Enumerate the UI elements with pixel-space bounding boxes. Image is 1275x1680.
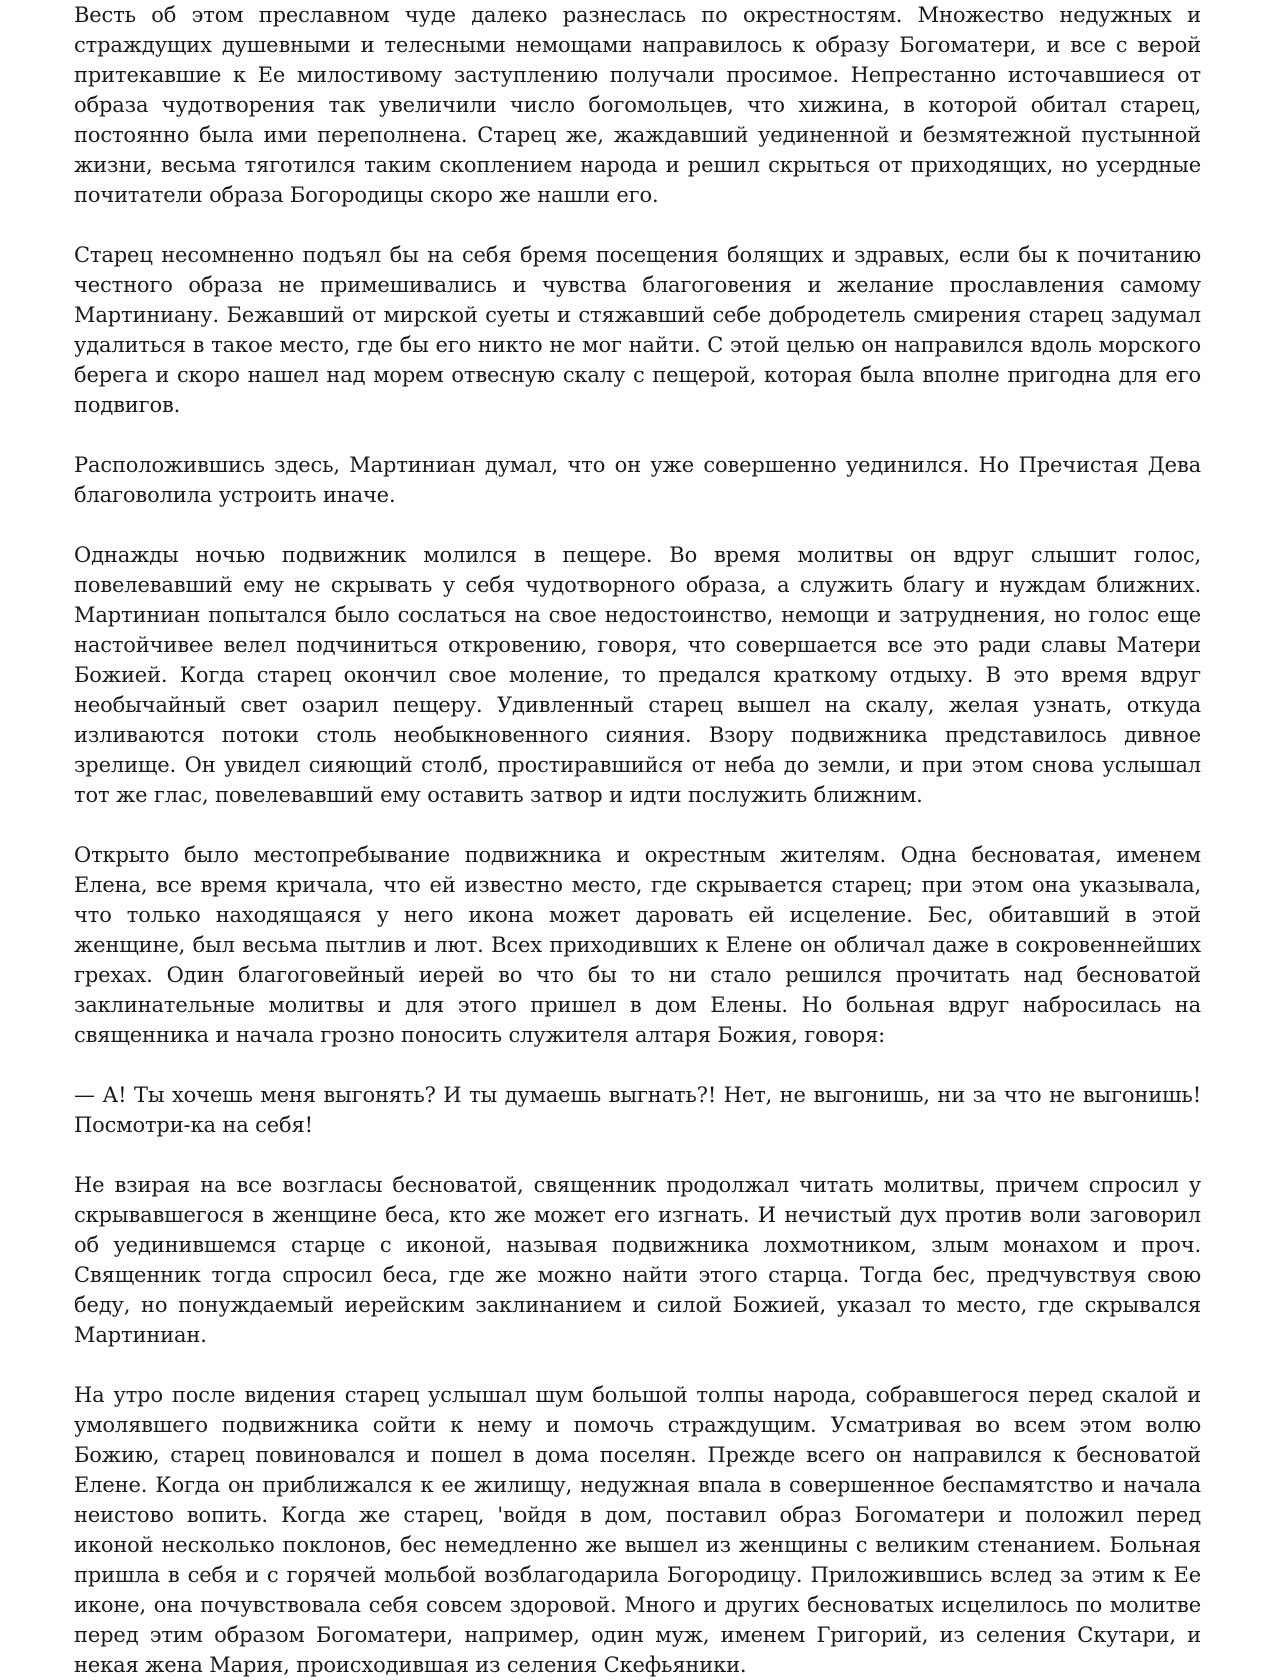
paragraph-6: — А! Ты хочешь меня выгонять? И ты думаешь выгнать?! Нет, не выгонишь, ни за что не выгонишь! Посмотри-ка на себя! [74,1083,1201,1137]
paragraph-3: Расположившись здесь, Мартиниан думал, что он уже совершенно уединился. Но Пречистая Дева благоволила устроить иначе. [74,453,1201,507]
paragraph-1: Весть об этом преславном чуде далеко разнеслась по окрестностям. Множество недужных и страждущих душевными и телесными немощами направилось к образу Богоматери, и все с верой притекавшие к Ее милостивому заступлению получали просимое. Непрестанно источавшиеся от образа чудотворения так увеличили число богомольцев, что хижина, в которой обитал старец, постоянно была ими переполнена. Старец же, жаждавший уединенной и безмятежной пустынной жизни, весьма тяготился таким скоплением народа и решил скрыться от приходящих, но усердные почитатели образа Богородицы скоро же нашли его. [74,3,1201,207]
paragraph-7: Не взирая на все возгласы бесноватой, священник продолжал читать молитвы, причем спросил у скрывавшегося в женщине беса, кто же может его изгнать. И нечистый дух против воли заговорил об уединившемся старце с иконой, называя подвижника лохмотником, злым монахом и проч. Священник тогда спросил беса, где же можно найти этого старца. Тогда бес, предчувствуя свою беду, но понуждаемый иерейским заклинанием и силой Божией, указал то место, где скрывался Мартиниан. [74,1173,1201,1347]
paragraph-4: Однажды ночью подвижник молился в пещере. Во время молитвы он вдруг слышит голос, повелевавший ему не скрывать у себя чудотворного образа, а служить благу и нуждам ближних. Мартиниан попытался было сослаться на свое недостоинство, немощи и затруднения, но голос еще настойчивее велел подчиниться откровению, говоря, что совершается все это ради славы Матери Божией. Когда старец окончил свое моление, то предался краткому отдыху. В это время вдруг необычайный свет озарил пещеру. Удивленный старец вышел на скалу, желая узнать, откуда изливаются потоки столь необыкновенного сияния. Взору подвижника представилось дивное зрелище. Он увидел сияющий столб, простиравшийся от неба до земли, и при этом снова услышал тот же глас, повелевавший ему оставить затвор и идти послужить ближним. [74,543,1201,807]
document-page [74,0,1201,1677]
paragraph-5: Открыто было местопребывание подвижника и окрестным жителям. Одна бесноватая, именем Елена, все время кричала, что ей известно место, где скрывается старец; при этом она указывала, что только находящаяся у него икона может даровать ей исцеление. Бес, обитавший в этой женщине, был весьма пытлив и лют. Всех приходивших к Елене он обличал даже в сокровеннейших грехах. Один благоговейный иерей во что бы то ни стало решился прочитать над бесноватой заклинательные молитвы и для этого пришел в дом Елены. Но больная вдруг набросилась на священника и начала грозно поносить служителя алтаря Божия, говоря: [74,843,1201,1047]
paragraph-8: На утро после видения старец услышал шум большой толпы народа, собравшегося перед скалой и умолявшего подвижника сойти к нему и помочь страждущим. Усматривая во всем этом волю Божию, старец повиновался и пошел в дома поселян. Прежде всего он направился к бесноватой Елене. Когда он приближался к ее жилищу, недужная впала в совершенное беспамятство и начала неистово вопить. Когда же старец, 'войдя в дом, поставил образ Богоматери и положил перед иконой несколько поклонов, бес немедленно же вышел из женщины с великим стенанием. Больная пришла в себя и с горячей мольбой возблагодарила Богородицу. Приложившись вслед за этим к Ее иконе, она почувствовала себя совсем здоровой. Много и других бесноватых исцелилось по молитве перед этим образом Богоматери, например, один муж, именем Григорий, из селения Скутари, и некая жена Мария, происходившая из селения Скефьяники. [74,1383,1201,1677]
paragraph-2: Старец несомненно подъял бы на себя бремя посещения болящих и здравых, если бы к почитанию честного образа не примешивались и чувства благоговения и желание прославления самому Мартиниану. Бежавший от мирской суеты и стяжавший себе добродетель смирения старец задумал удалиться в такое место, где бы его никто не мог найти. С этой целью он направился вдоль морского берега и скоро нашел над морем отвесную скалу с пещерой, которая была вполне пригодна для его подвигов. [74,243,1201,417]
